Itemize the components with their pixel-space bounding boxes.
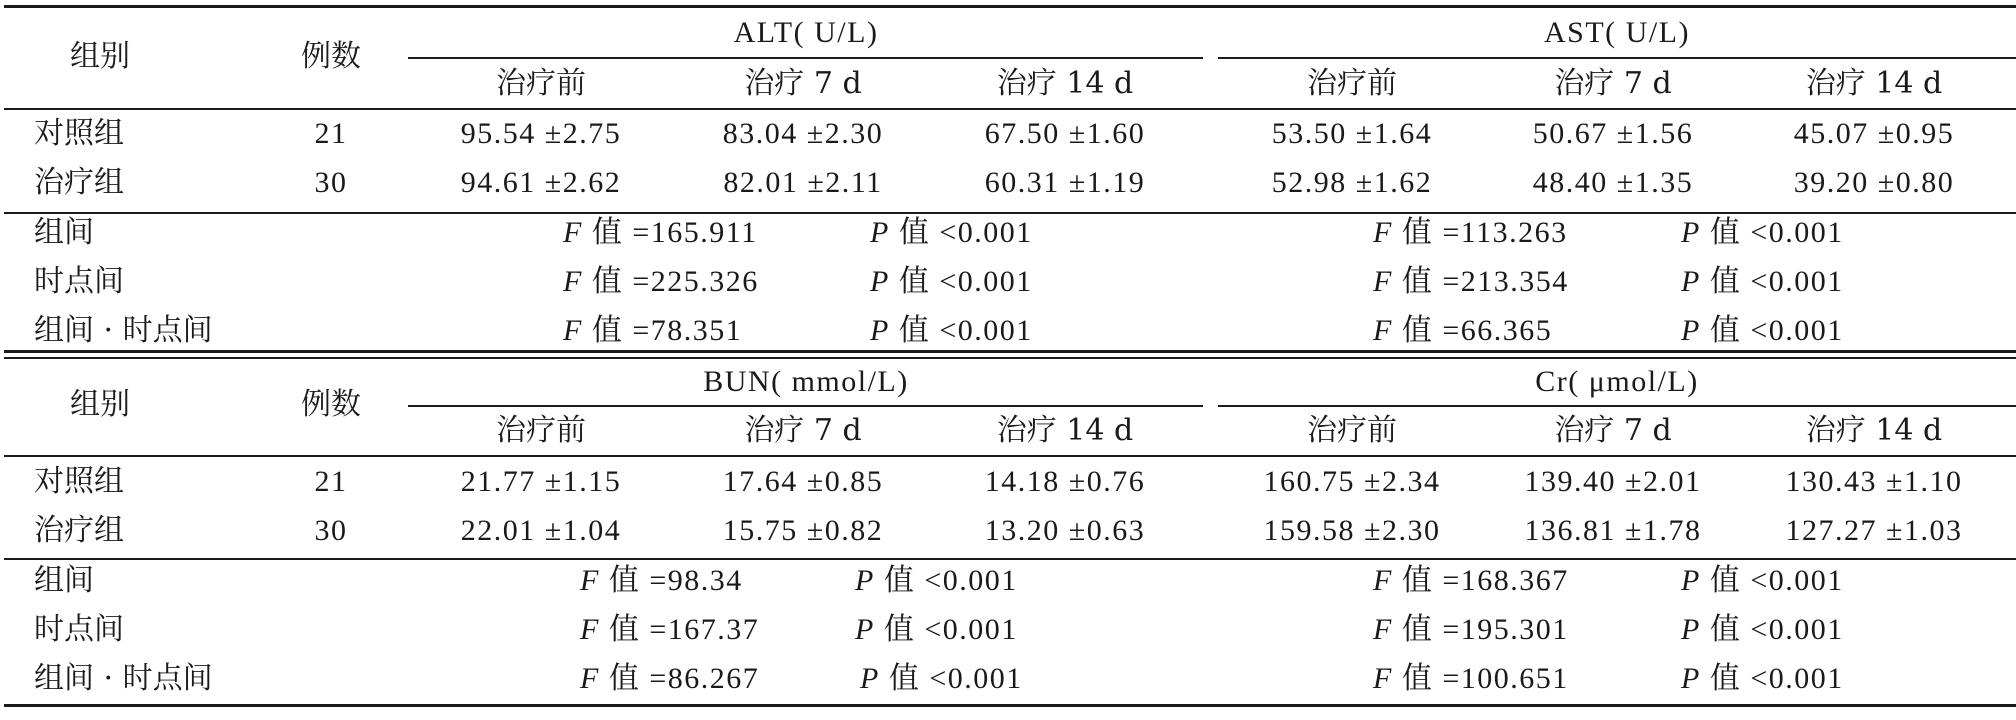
p-value: 值 <0.001 bbox=[898, 216, 1033, 249]
header-measure-a: ALT( U/L) bbox=[733, 16, 879, 49]
p-symbol: P bbox=[855, 564, 875, 597]
header-time-a-2: 治疗 14 d bbox=[996, 413, 1134, 448]
f-symbol: F bbox=[563, 216, 583, 249]
f-statistic bbox=[1373, 610, 1569, 650]
p-symbol: P bbox=[1681, 662, 1701, 695]
p-symbol: P bbox=[1681, 564, 1701, 597]
f-statistic bbox=[1373, 311, 1552, 351]
f-statistic bbox=[1373, 659, 1569, 699]
value-cell: 160.75 ±2.34 bbox=[1263, 465, 1441, 498]
f-symbol: F bbox=[563, 265, 583, 298]
p-value: 值 <0.001 bbox=[1709, 564, 1844, 597]
value-cell: 13.20 ±0.63 bbox=[984, 514, 1146, 547]
f-statistic bbox=[1373, 262, 1569, 302]
f-value: 值 =98.34 bbox=[608, 564, 743, 597]
f-value: 值 =78.351 bbox=[591, 314, 743, 347]
p-value: 值 <0.001 bbox=[1709, 662, 1844, 695]
value-cell: 22.01 ±1.04 bbox=[460, 514, 622, 547]
f-value: 值 =225.326 bbox=[591, 265, 759, 298]
f-symbol: F bbox=[1373, 662, 1393, 695]
block-separator-rule-2 bbox=[4, 357, 2016, 359]
f-symbol: F bbox=[1373, 314, 1393, 347]
value-cell: 14.18 ±0.76 bbox=[984, 465, 1146, 498]
p-symbol: P bbox=[1681, 613, 1701, 646]
f-symbol: F bbox=[1373, 613, 1393, 646]
header-time-b-2: 治疗 14 d bbox=[1805, 413, 1943, 448]
f-value: 值 =195.301 bbox=[1401, 613, 1569, 646]
header-measure-a: BUN( mmol/L) bbox=[703, 365, 909, 398]
row-count: 21 bbox=[314, 465, 348, 498]
f-value: 值 =167.37 bbox=[608, 613, 760, 646]
value-cell: 53.50 ±1.64 bbox=[1271, 117, 1433, 150]
value-cell: 15.75 ±0.82 bbox=[722, 514, 884, 547]
f-value: 值 =213.354 bbox=[1401, 265, 1569, 298]
p-symbol: P bbox=[870, 265, 890, 298]
header-count: 例数 bbox=[301, 39, 361, 74]
header-count: 例数 bbox=[301, 387, 361, 422]
header-time-a-2: 治疗 14 d bbox=[996, 66, 1134, 101]
value-cell: 94.61 ±2.62 bbox=[460, 166, 622, 199]
header-time-b-0: 治疗前 bbox=[1307, 413, 1397, 448]
f-symbol: F bbox=[1373, 564, 1393, 597]
value-cell: 127.27 ±1.03 bbox=[1785, 514, 1963, 547]
header-measure-b: AST( U/L) bbox=[1544, 16, 1690, 49]
f-symbol: F bbox=[580, 662, 600, 695]
block1-header-rule bbox=[4, 108, 2016, 110]
f-statistic bbox=[1373, 213, 1568, 253]
header-time-a-1: 治疗 7 d bbox=[744, 413, 862, 448]
value-cell: 82.01 ±2.11 bbox=[723, 166, 883, 199]
p-statistic bbox=[1681, 262, 1844, 302]
p-statistic bbox=[855, 561, 1018, 601]
header-time-b-1: 治疗 7 d bbox=[1554, 413, 1672, 448]
value-cell: 45.07 ±0.95 bbox=[1793, 117, 1955, 150]
header-time-b-1: 治疗 7 d bbox=[1554, 66, 1672, 101]
f-statistic bbox=[1373, 561, 1569, 601]
value-cell: 139.40 ±2.01 bbox=[1524, 465, 1702, 498]
f-value: 值 =66.365 bbox=[1401, 314, 1553, 347]
p-statistic bbox=[855, 610, 1018, 650]
f-statistic bbox=[580, 659, 759, 699]
f-symbol: F bbox=[580, 564, 600, 597]
p-statistic bbox=[860, 659, 1023, 699]
block1-measure-b-underline bbox=[1218, 57, 2016, 59]
value-cell: 21.77 ±1.15 bbox=[460, 465, 622, 498]
p-statistic bbox=[1681, 610, 1844, 650]
p-symbol: P bbox=[1681, 216, 1701, 249]
p-symbol: P bbox=[870, 314, 890, 347]
f-symbol: F bbox=[580, 613, 600, 646]
p-statistic bbox=[870, 213, 1033, 253]
row-group-label: 治疗组 bbox=[34, 165, 124, 200]
value-cell: 159.58 ±2.30 bbox=[1263, 514, 1441, 547]
f-symbol: F bbox=[563, 314, 583, 347]
stat-label: 组间 bbox=[34, 215, 94, 250]
p-value: 值 <0.001 bbox=[1709, 265, 1844, 298]
f-value: 值 =100.651 bbox=[1401, 662, 1569, 695]
value-cell: 60.31 ±1.19 bbox=[984, 166, 1146, 199]
f-value: 值 =168.367 bbox=[1401, 564, 1569, 597]
p-statistic bbox=[1681, 311, 1844, 351]
p-value: 值 <0.001 bbox=[883, 613, 1018, 646]
p-value: 值 <0.001 bbox=[1709, 216, 1844, 249]
row-count: 21 bbox=[314, 117, 348, 150]
f-statistic bbox=[563, 311, 742, 351]
p-statistic bbox=[870, 262, 1033, 302]
stat-label: 组间 · 时点间 bbox=[34, 313, 213, 348]
value-cell: 48.40 ±1.35 bbox=[1532, 166, 1694, 199]
f-value: 值 =86.267 bbox=[608, 662, 760, 695]
header-group: 组别 bbox=[70, 39, 130, 74]
value-cell: 67.50 ±1.60 bbox=[984, 117, 1146, 150]
f-statistic bbox=[580, 610, 759, 650]
p-statistic bbox=[1681, 659, 1844, 699]
p-value: 值 <0.001 bbox=[898, 265, 1033, 298]
row-group-label: 对照组 bbox=[34, 116, 124, 151]
row-group-label: 治疗组 bbox=[34, 513, 124, 548]
value-cell: 130.43 ±1.10 bbox=[1785, 465, 1963, 498]
p-statistic bbox=[1681, 213, 1844, 253]
table-top-rule bbox=[4, 5, 2016, 8]
f-symbol: F bbox=[1373, 216, 1393, 249]
header-time-a-1: 治疗 7 d bbox=[744, 66, 862, 101]
p-symbol: P bbox=[870, 216, 890, 249]
row-group-label: 对照组 bbox=[34, 464, 124, 499]
p-symbol: P bbox=[1681, 265, 1701, 298]
p-value: 值 <0.001 bbox=[1709, 613, 1844, 646]
stat-label: 时点间 bbox=[34, 612, 124, 647]
p-statistic bbox=[1681, 561, 1844, 601]
p-value: 值 <0.001 bbox=[1709, 314, 1844, 347]
row-count: 30 bbox=[314, 166, 348, 199]
value-cell: 95.54 ±2.75 bbox=[460, 117, 622, 150]
header-time-a-0: 治疗前 bbox=[496, 66, 586, 101]
p-symbol: P bbox=[860, 662, 880, 695]
header-group: 组别 bbox=[70, 387, 130, 422]
f-symbol: F bbox=[1373, 265, 1393, 298]
p-statistic bbox=[870, 311, 1033, 351]
p-symbol: P bbox=[855, 613, 875, 646]
value-cell: 50.67 ±1.56 bbox=[1532, 117, 1694, 150]
f-statistic bbox=[580, 561, 743, 601]
stat-label: 组间 · 时点间 bbox=[34, 661, 213, 696]
p-value: 值 <0.001 bbox=[883, 564, 1018, 597]
block2-header-rule bbox=[4, 455, 2016, 457]
header-time-b-2: 治疗 14 d bbox=[1805, 66, 1943, 101]
stat-label: 组间 bbox=[34, 563, 94, 598]
p-value: 值 <0.001 bbox=[888, 662, 1023, 695]
block2-measure-b-underline bbox=[1218, 405, 2016, 407]
f-statistic bbox=[563, 262, 759, 302]
block2-body-rule bbox=[4, 558, 2016, 560]
f-value: 值 =113.263 bbox=[1401, 216, 1568, 249]
stat-label: 时点间 bbox=[34, 264, 124, 299]
value-cell: 52.98 ±1.62 bbox=[1271, 166, 1433, 199]
block2-measure-a-underline bbox=[408, 405, 1203, 407]
f-statistic bbox=[563, 213, 758, 253]
value-cell: 83.04 ±2.30 bbox=[722, 117, 884, 150]
header-time-b-0: 治疗前 bbox=[1307, 66, 1397, 101]
value-cell: 136.81 ±1.78 bbox=[1524, 514, 1702, 547]
p-symbol: P bbox=[1681, 314, 1701, 347]
f-value: 值 =165.911 bbox=[591, 216, 758, 249]
value-cell: 39.20 ±0.80 bbox=[1793, 166, 1955, 199]
header-time-a-0: 治疗前 bbox=[496, 413, 586, 448]
block1-measure-a-underline bbox=[408, 57, 1203, 59]
row-count: 30 bbox=[314, 514, 348, 547]
header-measure-b: Cr( μmol/L) bbox=[1535, 365, 1699, 398]
table-bottom-rule bbox=[4, 704, 2016, 707]
value-cell: 17.64 ±0.85 bbox=[722, 465, 884, 498]
p-value: 值 <0.001 bbox=[898, 314, 1033, 347]
